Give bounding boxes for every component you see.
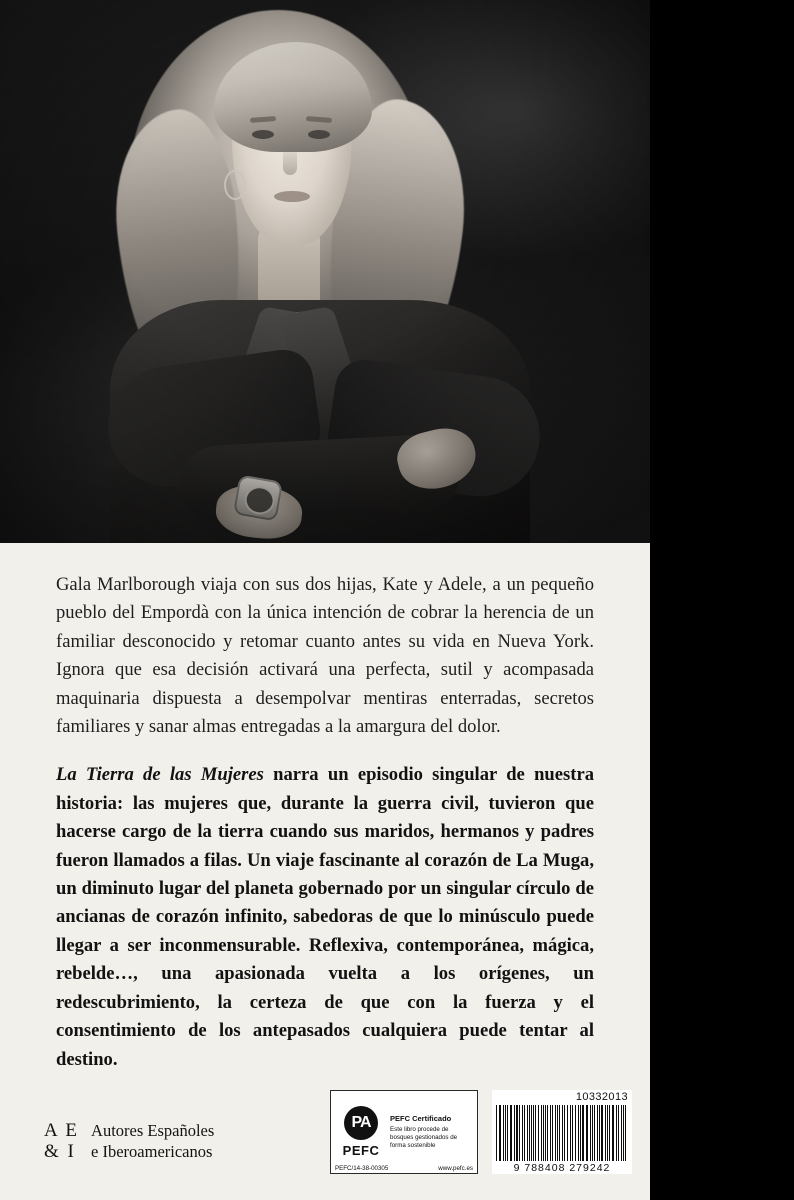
barcode-bar — [519, 1105, 520, 1161]
blurb-paragraph-1: Gala Marlborough viaja con sus dos hijas, Kate y Adele, a un pequeño pueblo del Empordà con la única intención de cobrar la herencia de un familiar desconocido y retomar cuanto antes su vida en Nueva York. Ignora que esa decisión activará una perfecta, sutil y acompasada maquinaria dispuesta a desempolvar mentiras enterradas, secretos familiares y sanar almas entregadas a la amargura del dolor. — [56, 574, 594, 738]
portrait-eye-left — [252, 130, 274, 139]
barcode-bar — [567, 1105, 568, 1161]
pefc-logo — [335, 1095, 387, 1169]
pefc-text — [387, 1095, 473, 1169]
author-portrait — [0, 0, 650, 543]
barcode-bar — [500, 1105, 501, 1161]
barcode-block — [492, 1090, 632, 1174]
barcode-bar — [572, 1105, 573, 1161]
barcode-bar — [578, 1105, 579, 1161]
imprint-name-line-1: Autores Españoles — [91, 1121, 215, 1140]
barcode-bar — [613, 1105, 614, 1161]
imprint-name — [91, 1120, 214, 1162]
barcode-bar — [496, 1105, 497, 1161]
barcode-bar — [599, 1105, 600, 1161]
pefc-certification-badge — [330, 1090, 478, 1174]
barcode-bar — [511, 1105, 512, 1161]
barcode-bar — [612, 1105, 613, 1161]
pefc-url: www.pefc.es — [438, 1165, 473, 1172]
barcode-bar — [517, 1105, 518, 1161]
back-cover-text — [0, 543, 650, 1074]
barcode-bar — [616, 1105, 617, 1161]
imprint-monogram-line-1: A E — [44, 1120, 80, 1141]
barcode-bar — [625, 1105, 626, 1161]
barcode-bar — [575, 1105, 576, 1161]
barcode-bar — [602, 1105, 603, 1161]
barcode-bars — [492, 1105, 632, 1161]
portrait-wristwatch — [233, 474, 283, 521]
isbn-digits: 9 788408 279242 — [513, 1162, 611, 1174]
imprint-name-line-2: e Iberoamericanos — [91, 1142, 213, 1161]
internal-code: 10332013 — [575, 1091, 628, 1103]
pefc-body: Este libro procede de bosques gestionados de forma sostenible — [390, 1126, 458, 1149]
barcode-bar — [535, 1105, 536, 1161]
barcode-bar — [516, 1105, 517, 1161]
barcode-bar — [580, 1105, 581, 1161]
barcode-bar — [597, 1105, 598, 1161]
barcode-bar — [559, 1105, 560, 1161]
barcode-bar — [583, 1105, 584, 1161]
wristwatch-dial — [242, 484, 276, 517]
portrait-eye-right — [308, 130, 330, 139]
barcode-bar — [555, 1105, 556, 1161]
barcode-bar — [590, 1105, 591, 1161]
barcode-bar — [621, 1105, 622, 1161]
pefc-heading: PEFC Certificado — [390, 1114, 452, 1123]
barcode-bar — [529, 1105, 530, 1161]
barcode-bar — [607, 1105, 608, 1161]
imprint-monogram-line-2: & I — [44, 1141, 76, 1162]
barcode-bar — [522, 1105, 523, 1161]
barcode-bar — [564, 1105, 565, 1161]
barcode-bar — [557, 1105, 558, 1161]
barcode-bar — [538, 1105, 539, 1161]
barcode-bar — [507, 1105, 508, 1161]
portrait-earring — [224, 170, 246, 200]
pefc-wordmark: PEFC — [342, 1143, 380, 1158]
barcode-bar — [618, 1105, 619, 1161]
barcode-bar — [547, 1105, 548, 1161]
barcode-bar — [594, 1105, 595, 1161]
pefc-code: PEFC/14-38-00305 — [335, 1165, 389, 1172]
portrait-mouth — [274, 191, 310, 202]
portrait-nose — [283, 143, 297, 175]
imprint-monogram — [44, 1120, 79, 1162]
blurb-paragraph-2-body: narra un episodio singular de nuestra historia: las mujeres que, durante la guerra civil, tuvieron que hacerse cargo de la tierra cuando sus maridos, hermanos y padres fueron llamados a filas. Un viaje fascinante al corazón de La Muga, un diminuto lugar del planeta gobernado por un singular círculo de ancianas de corazón infinito, sabedoras de que lo minúsculo puede llegar a ser inconmensurable. Reflexiva, contemporánea, mágica, rebelde…, una apasionada vuelta a los orígenes, un redescubrimiento, la certeza de que con la fuerza y el consentimiento de los antepasados cualquiera puede tentar al destino. — [56, 764, 594, 1070]
blurb-paragraph-2 — [56, 761, 594, 1073]
book-title-mention: La Tierra de las Mujeres — [56, 764, 264, 786]
barcode-bar — [514, 1105, 515, 1161]
barcode-bar — [499, 1105, 500, 1161]
publisher-imprint — [44, 1120, 214, 1162]
pefc-tree-icon: PA — [344, 1106, 378, 1140]
page-background-strip — [650, 0, 794, 1200]
pefc-footer-line — [330, 1165, 478, 1174]
barcode-bar — [543, 1105, 544, 1161]
cover-footer — [0, 1080, 650, 1200]
barcode-bar — [524, 1105, 525, 1161]
